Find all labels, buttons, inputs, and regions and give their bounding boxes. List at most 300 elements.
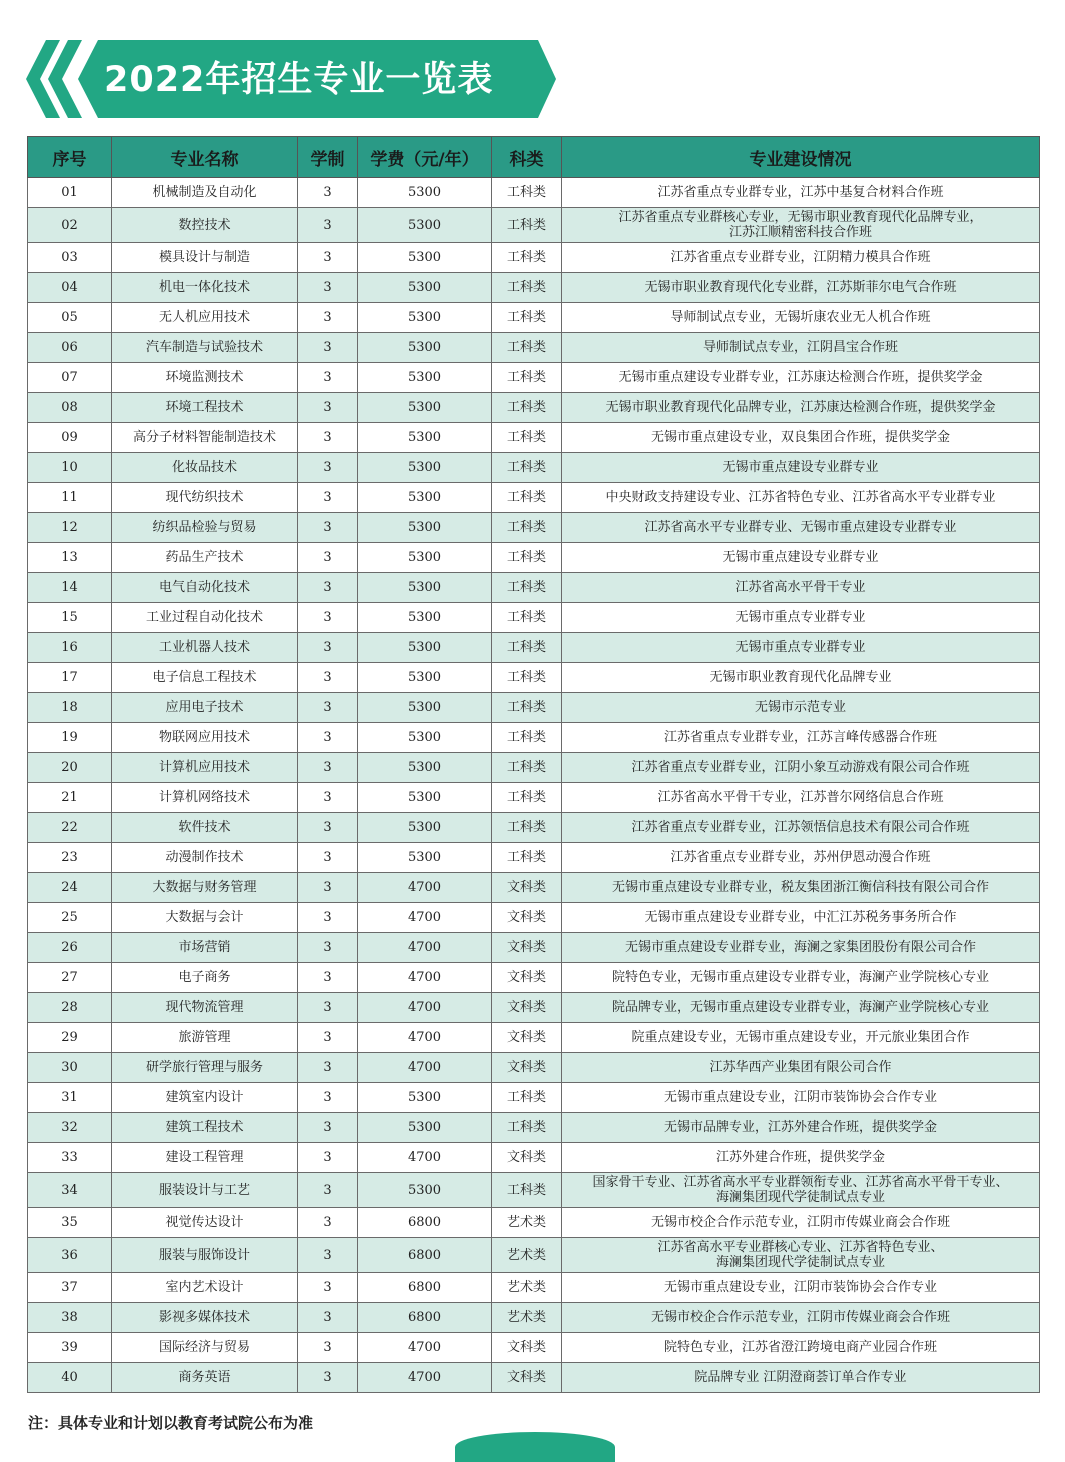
- cell-fee: 5300: [358, 573, 492, 603]
- cell-description: [562, 1303, 1040, 1333]
- cell-no: 01: [28, 178, 112, 208]
- table-row: [28, 1333, 1040, 1363]
- cell-years: 3: [298, 1083, 358, 1113]
- cell-category: 工科类: [492, 1083, 562, 1113]
- table-row: [28, 208, 1040, 243]
- cell-description: [562, 393, 1040, 423]
- cell-description: [562, 813, 1040, 843]
- description-line: 江苏省重点专业群专业，苏州伊恩动漫合作班: [670, 850, 931, 865]
- cell-years: 3: [298, 933, 358, 963]
- cell-category: 工科类: [492, 363, 562, 393]
- cell-fee: 5300: [358, 693, 492, 723]
- cell-category: 工科类: [492, 423, 562, 453]
- cell-description: [562, 513, 1040, 543]
- table-row: [28, 933, 1040, 963]
- cell-description: [562, 573, 1040, 603]
- cell-years: 3: [298, 393, 358, 423]
- cell-no: 04: [28, 273, 112, 303]
- table-row: [28, 1083, 1040, 1113]
- cell-category: 工科类: [492, 243, 562, 273]
- cell-description: [562, 753, 1040, 783]
- description-line: 无锡市重点专业群专业: [735, 640, 866, 655]
- cell-years: 3: [298, 243, 358, 273]
- cell-years: 3: [298, 363, 358, 393]
- cell-fee: 4700: [358, 1053, 492, 1083]
- table-row: [28, 1303, 1040, 1333]
- cell-category: 工科类: [492, 603, 562, 633]
- cell-fee: 6800: [358, 1208, 492, 1238]
- cell-no: 24: [28, 873, 112, 903]
- cell-fee: 5300: [358, 208, 492, 243]
- cell-description: [562, 1143, 1040, 1173]
- cell-name: 环境监测技术: [112, 363, 298, 393]
- cell-no: 28: [28, 993, 112, 1023]
- cell-fee: 5300: [358, 273, 492, 303]
- table-row: [28, 873, 1040, 903]
- cell-name: 应用电子技术: [112, 693, 298, 723]
- cell-category: 文科类: [492, 993, 562, 1023]
- cell-category: 文科类: [492, 1363, 562, 1393]
- description-line: 无锡市重点建设专业，江阴市装饰协会合作专业: [663, 1280, 937, 1295]
- cell-years: 3: [298, 633, 358, 663]
- cell-name: 计算机应用技术: [112, 753, 298, 783]
- cell-description: [562, 273, 1040, 303]
- cell-description: [562, 543, 1040, 573]
- description-line: 无锡市重点建设专业，双良集团合作班，提供奖学金: [650, 430, 950, 445]
- cell-category: 工科类: [492, 813, 562, 843]
- cell-fee: 4700: [358, 903, 492, 933]
- cell-name: 数控技术: [112, 208, 298, 243]
- cell-fee: 4700: [358, 1023, 492, 1053]
- cell-no: 12: [28, 513, 112, 543]
- cell-name: 服装与服饰设计: [112, 1238, 298, 1273]
- cell-description: [562, 723, 1040, 753]
- description-line: 江苏省重点专业群专业，江阴小象互动游戏有限公司合作班: [631, 760, 970, 775]
- page-title: 2022年招生专业一览表: [104, 60, 494, 100]
- cell-no: 03: [28, 243, 112, 273]
- cell-years: 3: [298, 423, 358, 453]
- table-row: [28, 1053, 1040, 1083]
- cell-fee: 5300: [358, 813, 492, 843]
- cell-fee: 4700: [358, 873, 492, 903]
- description-line: 江苏省重点专业群专业，江阴精力模具合作班: [670, 250, 931, 265]
- cell-name: 现代物流管理: [112, 993, 298, 1023]
- cell-years: 3: [298, 603, 358, 633]
- cell-no: 25: [28, 903, 112, 933]
- cell-years: 3: [298, 513, 358, 543]
- cell-description: [562, 178, 1040, 208]
- cell-fee: 5300: [358, 423, 492, 453]
- cell-name: 动漫制作技术: [112, 843, 298, 873]
- description-line: 江苏外建合作班，提供奖学金: [715, 1150, 885, 1165]
- cell-fee: 5300: [358, 178, 492, 208]
- col-header-years: 学制: [298, 137, 358, 178]
- cell-name: 服装设计与工艺: [112, 1173, 298, 1208]
- description-line: 无锡市重点建设专业群专业，税友集团浙江衡信科技有限公司合作: [611, 880, 989, 895]
- description-line: 无锡市重点建设专业群专业，江苏康达检测合作班，提供奖学金: [618, 370, 983, 385]
- table-row: [28, 1023, 1040, 1053]
- col-header-fee: 学费（元/年）: [358, 137, 492, 178]
- table-row: [28, 723, 1040, 753]
- cell-description: [562, 1363, 1040, 1393]
- cell-fee: 5300: [358, 363, 492, 393]
- cell-category: 工科类: [492, 1113, 562, 1143]
- cell-name: 大数据与财务管理: [112, 873, 298, 903]
- cell-years: 3: [298, 333, 358, 363]
- cell-name: 旅游管理: [112, 1023, 298, 1053]
- cell-category: 文科类: [492, 963, 562, 993]
- cell-years: 3: [298, 1143, 358, 1173]
- cell-years: 3: [298, 208, 358, 243]
- cell-name: 电子商务: [112, 963, 298, 993]
- table-row: [28, 243, 1040, 273]
- cell-category: 工科类: [492, 663, 562, 693]
- cell-description: [562, 363, 1040, 393]
- table-row: [28, 1143, 1040, 1173]
- table-row: [28, 423, 1040, 453]
- cell-description: [562, 1083, 1040, 1113]
- cell-years: 3: [298, 1333, 358, 1363]
- table-row: [28, 1208, 1040, 1238]
- cell-no: 31: [28, 1083, 112, 1113]
- cell-no: 18: [28, 693, 112, 723]
- table-row: [28, 753, 1040, 783]
- cell-category: 工科类: [492, 178, 562, 208]
- cell-description: [562, 1173, 1040, 1208]
- description-line: 江苏省重点专业群专业，江苏中基复合材料合作班: [657, 185, 944, 200]
- cell-category: 工科类: [492, 1173, 562, 1208]
- cell-name: 软件技术: [112, 813, 298, 843]
- table-row: [28, 663, 1040, 693]
- cell-category: 艺术类: [492, 1303, 562, 1333]
- cell-description: [562, 333, 1040, 363]
- cell-name: 国际经济与贸易: [112, 1333, 298, 1363]
- cell-description: [562, 208, 1040, 243]
- cell-category: 工科类: [492, 393, 562, 423]
- table-row: [28, 813, 1040, 843]
- cell-years: 3: [298, 1113, 358, 1143]
- table-row: [28, 303, 1040, 333]
- cell-fee: 4700: [358, 1143, 492, 1173]
- description-line: 无锡市职业教育现代化品牌专业: [709, 670, 892, 685]
- cell-category: 文科类: [492, 1053, 562, 1083]
- cell-no: 13: [28, 543, 112, 573]
- cell-name: 汽车制造与试验技术: [112, 333, 298, 363]
- cell-description: [562, 783, 1040, 813]
- cell-years: 3: [298, 1273, 358, 1303]
- col-header-name: 专业名称: [112, 137, 298, 178]
- cell-no: 26: [28, 933, 112, 963]
- cell-description: [562, 483, 1040, 513]
- cell-no: 37: [28, 1273, 112, 1303]
- cell-name: 化妆品技术: [112, 453, 298, 483]
- description-line: 无锡市校企合作示范专业，江阴市传媒业商会合作班: [650, 1215, 950, 1230]
- description-line: 无锡市重点建设专业群专业，中汇江苏税务事务所合作: [644, 910, 957, 925]
- cell-category: 文科类: [492, 873, 562, 903]
- cell-years: 3: [298, 693, 358, 723]
- description-line: 中央财政支持建设专业、江苏省特色专业、江苏省高水平专业群专业: [605, 490, 996, 505]
- description-line: 院品牌专业 江阴澄商荟订单合作专业: [694, 1370, 907, 1385]
- cell-fee: 5300: [358, 453, 492, 483]
- cell-name: 环境工程技术: [112, 393, 298, 423]
- cell-no: 30: [28, 1053, 112, 1083]
- cell-fee: 5300: [358, 843, 492, 873]
- description-line: 院重点建设专业，无锡市重点建设专业，开元旅业集团合作: [631, 1030, 970, 1045]
- table-body: [28, 178, 1040, 1393]
- table-row: [28, 273, 1040, 303]
- description-line: 院特色专业，江苏省澄江跨境电商产业园合作班: [663, 1340, 937, 1355]
- cell-fee: 5300: [358, 753, 492, 783]
- cell-category: 工科类: [492, 453, 562, 483]
- cell-name: 模具设计与制造: [112, 243, 298, 273]
- col-header-description: 专业建设情况: [562, 137, 1040, 178]
- cell-fee: 6800: [358, 1273, 492, 1303]
- cell-name: 物联网应用技术: [112, 723, 298, 753]
- description-line: 无锡市重点建设专业群专业: [722, 550, 879, 565]
- table-row: [28, 1173, 1040, 1208]
- cell-description: [562, 1023, 1040, 1053]
- cell-no: 27: [28, 963, 112, 993]
- description-line: 无锡市重点专业群专业: [735, 610, 866, 625]
- cell-category: 工科类: [492, 723, 562, 753]
- cell-category: 工科类: [492, 513, 562, 543]
- cell-name: 机电一体化技术: [112, 273, 298, 303]
- table-row: [28, 333, 1040, 363]
- table-row: [28, 1238, 1040, 1273]
- cell-category: 工科类: [492, 633, 562, 663]
- cell-fee: 5300: [358, 663, 492, 693]
- cell-name: 工业机器人技术: [112, 633, 298, 663]
- cell-fee: 6800: [358, 1238, 492, 1273]
- cell-fee: 4700: [358, 993, 492, 1023]
- cell-name: 纺织品检验与贸易: [112, 513, 298, 543]
- cell-no: 14: [28, 573, 112, 603]
- cell-years: 3: [298, 723, 358, 753]
- cell-category: 工科类: [492, 273, 562, 303]
- table-row: [28, 513, 1040, 543]
- cell-description: [562, 633, 1040, 663]
- cell-no: 05: [28, 303, 112, 333]
- table-row: [28, 603, 1040, 633]
- cell-years: 3: [298, 543, 358, 573]
- description-line: 海澜集团现代学徒制试点专业: [715, 1190, 885, 1205]
- cell-fee: 5300: [358, 1083, 492, 1113]
- cell-no: 02: [28, 208, 112, 243]
- cell-category: 工科类: [492, 483, 562, 513]
- cell-years: 3: [298, 753, 358, 783]
- cell-name: 无人机应用技术: [112, 303, 298, 333]
- cell-name: 视觉传达设计: [112, 1208, 298, 1238]
- cell-no: 15: [28, 603, 112, 633]
- cell-name: 市场营销: [112, 933, 298, 963]
- cell-name: 工业过程自动化技术: [112, 603, 298, 633]
- cell-fee: 5300: [358, 303, 492, 333]
- cell-no: 09: [28, 423, 112, 453]
- cell-fee: 5300: [358, 783, 492, 813]
- cell-years: 3: [298, 1363, 358, 1393]
- cell-years: 3: [298, 1173, 358, 1208]
- cell-category: 工科类: [492, 783, 562, 813]
- table-row: [28, 573, 1040, 603]
- table-row: [28, 543, 1040, 573]
- cell-category: 工科类: [492, 208, 562, 243]
- cell-description: [562, 903, 1040, 933]
- cell-no: 23: [28, 843, 112, 873]
- cell-category: 工科类: [492, 303, 562, 333]
- description-line: 无锡市校企合作示范专业，江阴市传媒业商会合作班: [650, 1310, 950, 1325]
- cell-name: 建筑室内设计: [112, 1083, 298, 1113]
- cell-description: [562, 1238, 1040, 1273]
- cell-name: 机械制造及自动化: [112, 178, 298, 208]
- cell-no: 19: [28, 723, 112, 753]
- description-line: 海澜集团现代学徒制试点专业: [715, 1255, 885, 1270]
- table-row: [28, 483, 1040, 513]
- cell-years: 3: [298, 783, 358, 813]
- cell-no: 40: [28, 1363, 112, 1393]
- cell-no: 08: [28, 393, 112, 423]
- description-line: 院特色专业，无锡市重点建设专业群专业，海澜产业学院核心专业: [611, 970, 989, 985]
- col-header-category: 科类: [492, 137, 562, 178]
- cell-description: [562, 423, 1040, 453]
- cell-no: 32: [28, 1113, 112, 1143]
- cell-name: 电气自动化技术: [112, 573, 298, 603]
- cell-description: [562, 303, 1040, 333]
- cell-category: 工科类: [492, 573, 562, 603]
- cell-name: 大数据与会计: [112, 903, 298, 933]
- cell-name: 商务英语: [112, 1363, 298, 1393]
- cell-name: 计算机网络技术: [112, 783, 298, 813]
- cell-years: 3: [298, 453, 358, 483]
- cell-no: 33: [28, 1143, 112, 1173]
- table-row: [28, 993, 1040, 1023]
- description-line: 无锡市品牌专业，江苏外建合作班，提供奖学金: [663, 1120, 937, 1135]
- description-line: 江苏省重点专业群核心专业，无锡市职业教育现代化品牌专业，: [618, 210, 983, 225]
- cell-years: 3: [298, 903, 358, 933]
- cell-category: 文科类: [492, 933, 562, 963]
- cell-years: 3: [298, 663, 358, 693]
- description-line: 江苏省高水平骨干专业: [735, 580, 866, 595]
- description-line: 无锡市示范专业: [754, 700, 846, 715]
- table-row: [28, 963, 1040, 993]
- description-line: 导师制试点专业，无锡圻康农业无人机合作班: [670, 310, 931, 325]
- cell-category: 文科类: [492, 1143, 562, 1173]
- cell-name: 建设工程管理: [112, 1143, 298, 1173]
- bottom-decoration: [455, 1432, 615, 1462]
- cell-description: [562, 993, 1040, 1023]
- cell-description: [562, 1113, 1040, 1143]
- cell-description: [562, 603, 1040, 633]
- cell-description: [562, 1273, 1040, 1303]
- cell-years: 3: [298, 1208, 358, 1238]
- cell-description: [562, 663, 1040, 693]
- cell-fee: 5300: [358, 513, 492, 543]
- cell-years: 3: [298, 178, 358, 208]
- description-line: 江苏华西产业集团有限公司合作: [709, 1060, 892, 1075]
- cell-category: 文科类: [492, 1333, 562, 1363]
- cell-name: 研学旅行管理与服务: [112, 1053, 298, 1083]
- cell-no: 22: [28, 813, 112, 843]
- cell-no: 38: [28, 1303, 112, 1333]
- table-row: [28, 178, 1040, 208]
- cell-years: 3: [298, 873, 358, 903]
- cell-name: 室内艺术设计: [112, 1273, 298, 1303]
- cell-years: 3: [298, 1303, 358, 1333]
- description-line: 无锡市职业教育现代化专业群，江苏斯菲尔电气合作班: [644, 280, 957, 295]
- description-line: 江苏省高水平专业群核心专业、江苏省特色专业、: [657, 1240, 944, 1255]
- description-line: 院品牌专业，无锡市重点建设专业群专业，海澜产业学院核心专业: [611, 1000, 989, 1015]
- table-row: [28, 1273, 1040, 1303]
- cell-years: 3: [298, 1053, 358, 1083]
- table-header-row: [28, 137, 1040, 178]
- table-row: [28, 633, 1040, 663]
- cell-years: 3: [298, 1238, 358, 1273]
- cell-category: 文科类: [492, 1023, 562, 1053]
- cell-description: [562, 693, 1040, 723]
- cell-years: 3: [298, 483, 358, 513]
- cell-category: 文科类: [492, 903, 562, 933]
- table-row: [28, 693, 1040, 723]
- cell-fee: 6800: [358, 1303, 492, 1333]
- cell-years: 3: [298, 1023, 358, 1053]
- cell-category: 艺术类: [492, 1238, 562, 1273]
- col-header-no: 序号: [28, 137, 112, 178]
- cell-years: 3: [298, 963, 358, 993]
- cell-name: 影视多媒体技术: [112, 1303, 298, 1333]
- description-line: 江苏省高水平专业群专业、无锡市重点建设专业群专业: [644, 520, 957, 535]
- table-row: [28, 783, 1040, 813]
- cell-fee: 5300: [358, 603, 492, 633]
- cell-description: [562, 963, 1040, 993]
- cell-no: 34: [28, 1173, 112, 1208]
- cell-category: 工科类: [492, 753, 562, 783]
- cell-years: 3: [298, 813, 358, 843]
- cell-years: 3: [298, 993, 358, 1023]
- cell-fee: 5300: [358, 1173, 492, 1208]
- cell-fee: 5300: [358, 543, 492, 573]
- description-line: 无锡市重点建设专业群专业: [722, 460, 879, 475]
- cell-no: 29: [28, 1023, 112, 1053]
- description-line: 无锡市重点建设专业群专业，海澜之家集团股份有限公司合作: [624, 940, 976, 955]
- cell-no: 35: [28, 1208, 112, 1238]
- cell-description: [562, 1208, 1040, 1238]
- cell-name: 电子信息工程技术: [112, 663, 298, 693]
- majors-table: [27, 136, 1040, 1393]
- description-line: 导师制试点专业，江阴昌宝合作班: [702, 340, 898, 355]
- cell-category: 工科类: [492, 543, 562, 573]
- cell-no: 10: [28, 453, 112, 483]
- cell-description: [562, 933, 1040, 963]
- table-row: [28, 903, 1040, 933]
- cell-years: 3: [298, 303, 358, 333]
- cell-no: 06: [28, 333, 112, 363]
- cell-fee: 5300: [358, 333, 492, 363]
- cell-name: 高分子材料智能制造技术: [112, 423, 298, 453]
- cell-fee: 5300: [358, 1113, 492, 1143]
- description-line: 国家骨干专业、江苏省高水平专业群领衔专业、江苏省高水平骨干专业、: [592, 1175, 1009, 1190]
- cell-category: 艺术类: [492, 1273, 562, 1303]
- cell-fee: 4700: [358, 1333, 492, 1363]
- table-row: [28, 453, 1040, 483]
- cell-no: 16: [28, 633, 112, 663]
- cell-no: 36: [28, 1238, 112, 1273]
- cell-name: 建筑工程技术: [112, 1113, 298, 1143]
- description-line: 无锡市职业教育现代化品牌专业，江苏康达检测合作班，提供奖学金: [605, 400, 996, 415]
- description-line: 无锡市重点建设专业，江阴市装饰协会合作专业: [663, 1090, 937, 1105]
- cell-years: 3: [298, 273, 358, 303]
- description-line: 江苏省重点专业群专业，江苏言峰传感器合作班: [663, 730, 937, 745]
- cell-no: 11: [28, 483, 112, 513]
- cell-fee: 4700: [358, 963, 492, 993]
